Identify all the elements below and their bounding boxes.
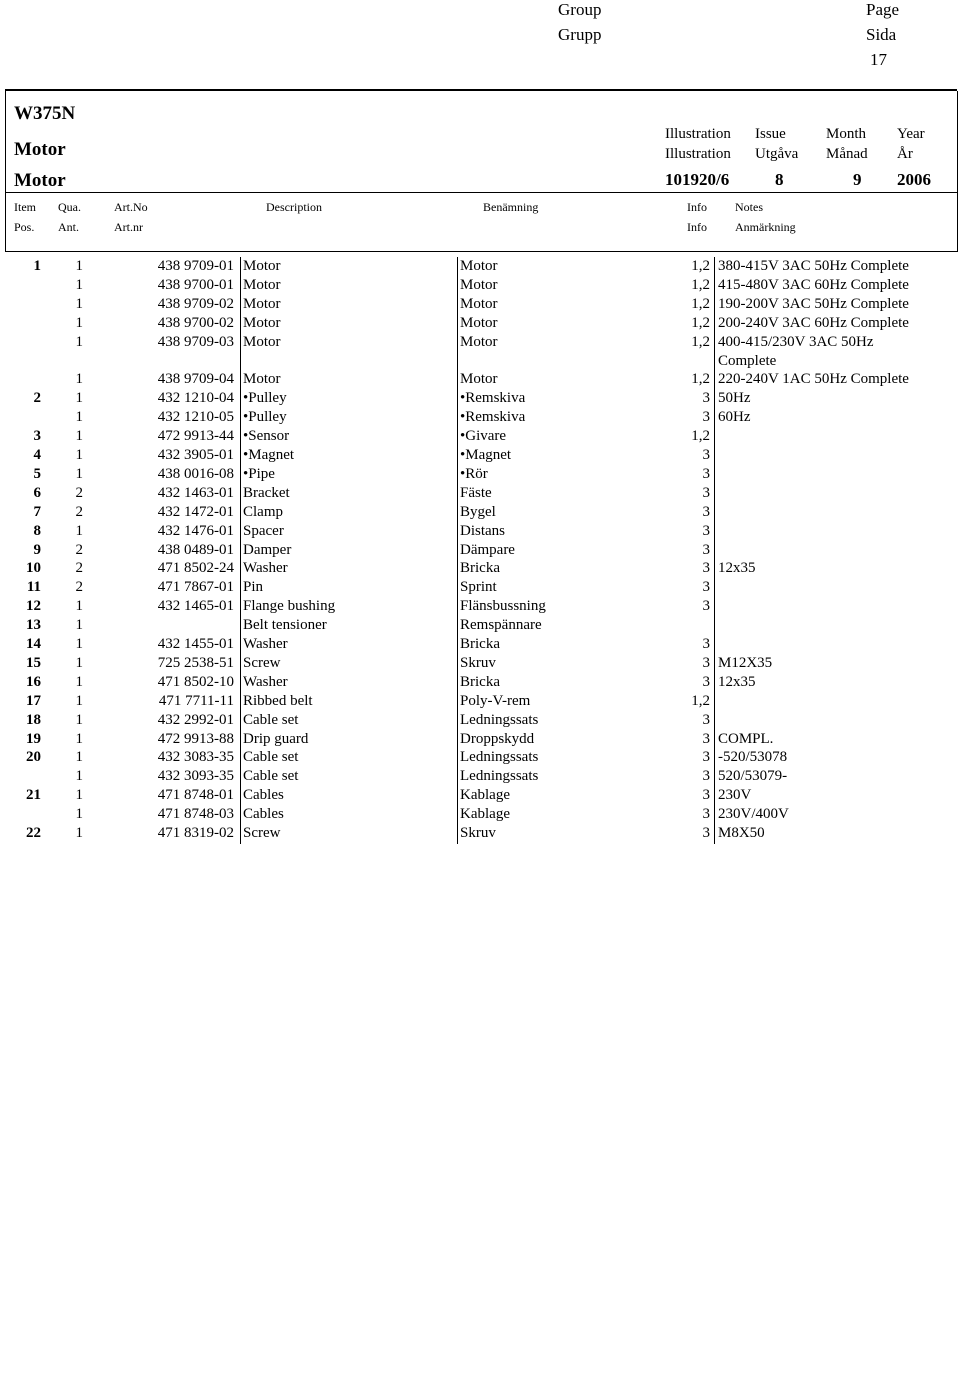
row-info: 3	[702, 541, 710, 558]
model-name: W375N	[14, 103, 76, 124]
row-info: 3	[702, 390, 710, 407]
row-notes: 380-415V 3AC 50Hz Complete	[718, 258, 909, 274]
row-item: 9	[33, 541, 41, 558]
row-quantity: 1	[75, 465, 83, 482]
row-notes: COMPL.	[718, 730, 774, 747]
row-quantity: 1	[75, 806, 83, 823]
row-quantity: 1	[75, 295, 83, 312]
col-header-artnr: Art.nr	[114, 220, 143, 234]
row-notes: 60Hz	[718, 409, 751, 426]
table-row	[0, 522, 960, 541]
row-description: Washer	[243, 673, 288, 690]
page-label-en: Page	[866, 0, 900, 19]
row-item: 17	[26, 692, 41, 709]
row-article-number: 725 2538-51	[157, 654, 234, 671]
row-benamning: Skruv	[460, 825, 496, 841]
row-article-number: 432 1465-01	[157, 598, 234, 615]
row-benamning: Skruv	[460, 654, 496, 671]
col-header-pos: Pos.	[14, 220, 35, 234]
table-row	[0, 654, 960, 673]
row-benamning: •Magnet	[460, 447, 512, 463]
table-row	[0, 616, 960, 635]
row-info: 1,2	[691, 314, 710, 331]
table-row	[0, 333, 960, 352]
row-benamning: Motor	[460, 295, 498, 312]
row-description: •Magnet	[243, 447, 295, 463]
row-description: Screw	[243, 825, 281, 841]
table-row	[0, 314, 960, 333]
row-benamning: Poly-V-rem	[460, 692, 531, 709]
row-description: Motor	[243, 371, 281, 388]
col-header-description: Description	[266, 200, 322, 214]
col-header-qua: Qua.	[58, 200, 81, 214]
row-description: Cable set	[243, 711, 299, 728]
row-benamning: Bricka	[460, 560, 500, 577]
row-article-number: 472 9913-44	[157, 428, 234, 445]
month-value: 9	[853, 170, 862, 189]
row-benamning: Bricka	[460, 636, 500, 652]
row-notes: 190-200V 3AC 50Hz Complete	[718, 295, 909, 312]
table-row	[0, 824, 960, 843]
col-header-artno: Art.No	[114, 200, 148, 214]
row-item: 5	[33, 465, 41, 482]
row-quantity: 2	[75, 579, 83, 596]
row-info: 3	[702, 579, 710, 596]
year-label-sv: År	[897, 146, 913, 162]
row-info: 3	[702, 409, 710, 426]
row-item: 13	[26, 617, 41, 634]
row-item: 19	[26, 730, 41, 747]
row-benamning: Motor	[460, 314, 498, 331]
row-article-number: 471 7867-01	[157, 579, 234, 596]
row-info: 1,2	[691, 428, 710, 445]
header-box	[5, 91, 958, 252]
row-info: 3	[702, 787, 710, 804]
row-article-number: 438 9709-01	[157, 258, 234, 274]
row-info: 3	[702, 522, 710, 539]
row-notes: M8X50	[718, 825, 765, 841]
row-article-number: 432 3083-35	[157, 749, 234, 766]
row-description: Cable set	[243, 749, 299, 766]
issue-label-en: Issue	[755, 126, 786, 142]
row-notes: 12x35	[718, 560, 756, 577]
row-article-number: 432 1210-04	[157, 390, 234, 407]
table-row	[0, 295, 960, 314]
table-row	[0, 446, 960, 465]
row-article-number: 432 1472-01	[157, 503, 234, 520]
row-benamning: Motor	[460, 276, 498, 293]
row-notes: 230V	[718, 787, 752, 804]
row-quantity: 1	[75, 673, 83, 690]
row-quantity: 1	[75, 314, 83, 331]
row-benamning: Bygel	[460, 503, 496, 520]
table-row	[0, 730, 960, 749]
table-row	[0, 352, 960, 371]
row-description: Washer	[243, 560, 288, 577]
year-value: 2006	[897, 170, 931, 189]
col-header-info-en: Info	[687, 200, 707, 214]
row-article-number: 472 9913-88	[157, 730, 234, 747]
row-article-number: 471 8502-10	[157, 673, 234, 690]
row-info: 3	[702, 503, 710, 520]
issue-label-sv: Utgåva	[755, 146, 799, 162]
row-description: Screw	[243, 654, 281, 671]
col-header-ant: Ant.	[58, 220, 79, 234]
row-benamning: Ledningssats	[460, 711, 539, 728]
header-separator	[5, 192, 957, 193]
row-article-number: 438 0016-08	[157, 465, 234, 482]
row-article-number: 432 1463-01	[157, 484, 234, 501]
col-header-item: Item	[14, 200, 36, 214]
row-info: 3	[702, 560, 710, 577]
row-info: 1,2	[691, 371, 710, 388]
row-description: Clamp	[243, 503, 283, 520]
row-description: Motor	[243, 295, 281, 312]
row-quantity: 1	[75, 749, 83, 766]
row-quantity: 1	[75, 598, 83, 615]
row-description: Motor	[243, 258, 281, 274]
row-description: Damper	[243, 541, 292, 558]
table-row	[0, 276, 960, 295]
illustration-value: 101920/6	[665, 170, 730, 189]
row-quantity: 1	[75, 428, 83, 445]
row-quantity: 1	[75, 390, 83, 407]
row-benamning: Ledningssats	[460, 749, 539, 766]
row-item: 16	[26, 673, 41, 690]
row-description: Cables	[243, 787, 284, 804]
table-row	[0, 711, 960, 730]
row-item: 11	[26, 579, 41, 596]
table-row	[0, 805, 960, 824]
row-benamning: Motor	[460, 258, 498, 274]
row-description: Cables	[243, 806, 284, 823]
row-benamning: Kablage	[460, 787, 510, 804]
row-benamning: •Givare	[460, 428, 507, 445]
row-notes: -520/53078	[718, 749, 788, 766]
table-row	[0, 465, 960, 484]
table-row	[0, 541, 960, 560]
row-notes: 200-240V 3AC 60Hz Complete	[718, 314, 909, 331]
row-quantity: 1	[75, 447, 83, 463]
row-benamning: Motor	[460, 371, 498, 388]
row-article-number: 432 3905-01	[157, 447, 234, 463]
year-label-en: Year	[897, 126, 925, 142]
table-row	[0, 408, 960, 427]
row-description: •Sensor	[243, 428, 290, 445]
group-label-sv: Grupp	[558, 25, 602, 44]
row-item: 4	[33, 447, 41, 463]
row-notes: 50Hz	[718, 390, 751, 407]
row-item: 7	[33, 503, 41, 520]
row-notes: M12X35	[718, 654, 773, 671]
row-benamning: •Rör	[460, 465, 488, 482]
row-notes: 220-240V 1AC 50Hz Complete	[718, 371, 909, 388]
row-notes: 230V/400V	[718, 806, 789, 823]
row-benamning: Droppskydd	[460, 730, 535, 747]
row-quantity: 1	[75, 522, 83, 539]
row-quantity: 1	[75, 692, 83, 709]
row-description: Spacer	[243, 522, 284, 539]
table-row	[0, 578, 960, 597]
row-quantity: 1	[75, 258, 83, 274]
row-article-number: 432 1455-01	[157, 636, 234, 652]
row-info: 3	[702, 654, 710, 671]
table-row	[0, 786, 960, 805]
row-notes: 12x35	[718, 673, 756, 690]
row-item: 22	[26, 825, 41, 841]
row-description: Ribbed belt	[243, 692, 313, 709]
row-description: •Pipe	[243, 465, 275, 482]
table-row	[0, 370, 960, 389]
row-info: 1,2	[691, 295, 710, 312]
row-description: •Pulley	[243, 390, 287, 407]
row-item: 20	[26, 749, 41, 766]
row-article-number: 471 8748-01	[157, 787, 234, 804]
row-quantity: 1	[75, 787, 83, 804]
table-row	[0, 767, 960, 786]
row-article-number: 432 1210-05	[157, 409, 234, 426]
group-label-en: Group	[558, 0, 602, 19]
row-info: 3	[702, 806, 710, 823]
col-header-benamning: Benämning	[483, 200, 539, 214]
row-benamning: •Remskiva	[460, 409, 526, 426]
row-item: 2	[33, 390, 41, 407]
row-article-number: 471 8319-02	[157, 825, 234, 841]
row-article-number: 432 3093-35	[157, 768, 234, 785]
row-benamning: Flänsbussning	[460, 598, 546, 615]
row-item: 14	[26, 636, 41, 652]
row-info: 3	[702, 598, 710, 615]
month-label-sv: Månad	[826, 146, 868, 162]
row-item: 21	[26, 787, 41, 804]
row-article-number: 438 9709-02	[157, 295, 234, 312]
row-item: 8	[33, 522, 41, 539]
row-article-number: 438 0489-01	[157, 541, 234, 558]
table-row	[0, 503, 960, 522]
col-header-anmarkning: Anmärkning	[735, 220, 796, 234]
table-row	[0, 597, 960, 616]
row-info: 3	[702, 825, 710, 841]
row-info: 3	[702, 673, 710, 690]
row-info: 1,2	[691, 258, 710, 274]
page-number: 17	[870, 50, 887, 69]
row-quantity: 1	[75, 711, 83, 728]
row-benamning: Kablage	[460, 806, 510, 823]
month-label-en: Month	[826, 126, 867, 142]
row-quantity: 2	[75, 541, 83, 558]
row-info: 3	[702, 465, 710, 482]
row-description: Motor	[243, 314, 281, 331]
row-description: Drip guard	[243, 730, 309, 747]
page-label-sv: Sida	[866, 25, 897, 44]
table-row	[0, 692, 960, 711]
row-benamning: Motor	[460, 333, 498, 350]
row-quantity: 1	[75, 617, 83, 634]
row-benamning: Dämpare	[460, 541, 515, 558]
row-benamning: Bricka	[460, 673, 500, 690]
row-article-number: 432 1476-01	[157, 522, 234, 539]
row-quantity: 1	[75, 825, 83, 841]
table-row	[0, 673, 960, 692]
illustration-label-en: Illustration	[665, 126, 731, 142]
row-info: 3	[702, 636, 710, 652]
row-quantity: 2	[75, 560, 83, 577]
row-info: 3	[702, 711, 710, 728]
row-description: Motor	[243, 333, 281, 350]
row-info: 3	[702, 447, 710, 463]
table-row	[0, 559, 960, 578]
row-item: 6	[33, 484, 41, 501]
row-article-number: 438 9709-03	[157, 333, 234, 350]
row-info: 3	[702, 749, 710, 766]
row-item: 3	[33, 428, 41, 445]
row-description: Flange bushing	[243, 598, 336, 615]
row-description: Belt tensioner	[243, 617, 327, 634]
row-info: 3	[702, 484, 710, 501]
row-item: 18	[26, 711, 41, 728]
row-quantity: 1	[75, 371, 83, 388]
row-benamning: •Remskiva	[460, 390, 526, 407]
row-article-number: 471 8748-03	[157, 806, 234, 823]
row-item: 10	[26, 560, 41, 577]
row-info: 1,2	[691, 333, 710, 350]
row-article-number: 432 2992-01	[157, 711, 234, 728]
row-article-number: 471 7711-11	[158, 692, 234, 709]
row-description: Bracket	[243, 484, 290, 501]
row-item: 15	[26, 654, 41, 671]
row-quantity: 1	[75, 276, 83, 293]
row-description: •Pulley	[243, 409, 287, 426]
row-description: Pin	[243, 579, 264, 596]
issue-value: 8	[775, 170, 784, 189]
row-article-number: 471 8502-24	[157, 560, 234, 577]
table-row	[0, 427, 960, 446]
row-info: 3	[702, 768, 710, 785]
row-quantity: 1	[75, 409, 83, 426]
row-notes: 520/53079-	[718, 768, 788, 785]
row-benamning: Sprint	[460, 579, 497, 596]
row-notes: 415-480V 3AC 60Hz Complete	[718, 276, 909, 293]
table-row	[0, 635, 960, 654]
illustration-label-sv: Illustration	[665, 146, 731, 162]
row-item: 1	[33, 258, 41, 274]
row-benamning: Distans	[460, 522, 505, 539]
row-article-number: 438 9700-02	[157, 314, 234, 331]
row-quantity: 1	[75, 768, 83, 785]
col-header-notes: Notes	[735, 200, 763, 214]
row-description: Washer	[243, 636, 288, 652]
row-benamning: Ledningssats	[460, 768, 539, 785]
table-row	[0, 748, 960, 767]
row-quantity: 1	[75, 654, 83, 671]
row-description: Motor	[243, 276, 281, 293]
row-quantity: 1	[75, 333, 83, 350]
col-header-info-sv: Info	[687, 220, 707, 234]
row-info: 3	[702, 730, 710, 747]
row-notes: Complete	[718, 352, 777, 369]
table-row	[0, 484, 960, 503]
row-quantity: 2	[75, 503, 83, 520]
row-benamning: Fäste	[460, 484, 492, 501]
row-quantity: 2	[75, 484, 83, 501]
row-item: 12	[26, 598, 41, 615]
row-article-number: 438 9700-01	[157, 276, 234, 293]
row-info: 1,2	[691, 276, 710, 293]
row-description: Cable set	[243, 768, 299, 785]
row-notes: 400-415/230V 3AC 50Hz	[718, 333, 874, 350]
row-article-number: 438 9709-04	[157, 371, 234, 388]
row-quantity: 1	[75, 730, 83, 747]
row-quantity: 1	[75, 636, 83, 652]
row-info: 1,2	[691, 692, 710, 709]
row-benamning: Remspännare	[460, 617, 542, 634]
table-row	[0, 389, 960, 408]
page-subtitle: Motor	[14, 170, 66, 191]
table-row	[0, 257, 960, 276]
page-title: Motor	[14, 139, 66, 160]
